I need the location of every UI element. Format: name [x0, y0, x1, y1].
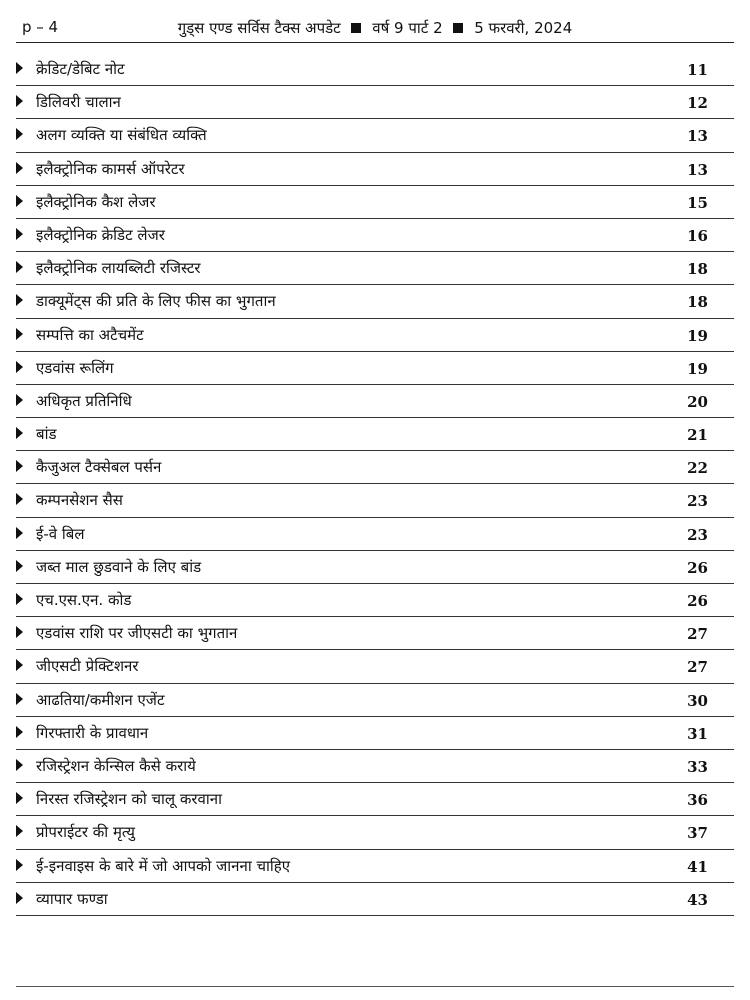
toc-entry-page: 12: [687, 94, 708, 113]
triangle-right-icon: [16, 659, 23, 671]
toc-entry-page: 19: [687, 359, 708, 378]
toc-entry[interactable]: [16, 53, 734, 86]
toc-entry[interactable]: [16, 219, 734, 252]
toc-entry[interactable]: [16, 783, 734, 816]
toc-entry-page: 11: [687, 61, 708, 79]
toc-entry-page: 33: [687, 757, 708, 776]
toc-entry-title: निरस्त रजिस्ट्रेशन को चालू करवाना: [36, 790, 222, 809]
toc-entry[interactable]: [16, 285, 734, 318]
toc-entry[interactable]: [16, 153, 734, 186]
toc-entry-page: 20: [687, 392, 708, 411]
toc-entry-page: 22: [687, 459, 708, 478]
toc-entry[interactable]: [16, 850, 734, 883]
toc-entry-title: रजिस्ट्रेशन केन्सिल कैसे कराये: [36, 756, 196, 775]
toc-entry[interactable]: [16, 86, 734, 119]
toc-entry[interactable]: [16, 119, 734, 152]
triangle-right-icon: [16, 726, 23, 738]
triangle-right-icon: [16, 460, 23, 472]
triangle-right-icon: [16, 527, 23, 539]
triangle-right-icon: [16, 892, 23, 904]
triangle-right-icon: [16, 493, 23, 505]
toc-entry-page: 31: [687, 724, 708, 743]
toc-entry[interactable]: [16, 650, 734, 683]
toc-entry-page: 18: [687, 293, 708, 312]
toc-entry[interactable]: [16, 319, 734, 352]
square-bullet-icon: [351, 23, 361, 33]
toc-entry-title: इलैक्ट्रोनिक कामर्स ऑपरेटर: [36, 159, 185, 178]
triangle-right-icon: [16, 361, 23, 373]
toc-entry-page: 37: [687, 824, 708, 843]
toc-entry-title: सम्पत्ति का अटैचमेंट: [36, 325, 144, 344]
toc-entry-page: 15: [687, 193, 708, 212]
toc-entry-page: 13: [687, 160, 708, 179]
triangle-right-icon: [16, 560, 23, 572]
toc-entry-title: बांड: [36, 425, 57, 444]
triangle-right-icon: [16, 128, 23, 140]
triangle-right-icon: [16, 95, 23, 107]
toc-entry[interactable]: [16, 385, 734, 418]
triangle-right-icon: [16, 427, 23, 439]
toc-entry-title: डाक्यूमेंट्स की प्रति के लिए फीस का भुगतान: [36, 292, 276, 311]
toc-entry-page: 23: [687, 525, 708, 544]
toc-entry[interactable]: [16, 451, 734, 484]
toc-entry[interactable]: [16, 352, 734, 385]
publication-date: 5 फरवरी, 2024: [474, 19, 573, 37]
triangle-right-icon: [16, 693, 23, 705]
toc-entry-title: आढतिया/कमीशन एजेंट: [36, 690, 165, 709]
toc-entry-page: 27: [687, 625, 708, 644]
triangle-right-icon: [16, 261, 23, 273]
toc-entry-page: 26: [687, 558, 708, 577]
triangle-right-icon: [16, 62, 23, 74]
triangle-right-icon: [16, 195, 23, 207]
triangle-right-icon: [16, 328, 23, 340]
publication-volume: वर्ष 9 पार्ट 2: [372, 19, 443, 37]
toc-entry-title: ई-वे बिल: [36, 524, 85, 543]
toc-entry-title: डिलिवरी चालान: [36, 93, 121, 112]
page-header: [16, 12, 734, 43]
triangle-right-icon: [16, 859, 23, 871]
triangle-right-icon: [16, 294, 23, 306]
triangle-right-icon: [16, 162, 23, 174]
toc-entry-title: गिरफ्तारी के प्रावधान: [36, 723, 149, 742]
toc-entry[interactable]: [16, 816, 734, 849]
toc-entry[interactable]: [16, 518, 734, 551]
toc-entry[interactable]: [16, 883, 734, 916]
toc-entry[interactable]: [16, 750, 734, 783]
toc-entry-title: इलैक्ट्रोनिक लायब्लिटी रजिस्टर: [36, 259, 201, 278]
toc-entry-title: इलैक्ट्रोनिक क्रेडिट लेजर: [36, 225, 165, 244]
toc-entry-page: 43: [687, 890, 708, 909]
publication-title: गुड्स एण्ड सर्विस टैक्स अपडेट: [177, 19, 341, 37]
toc-entry-page: 23: [687, 492, 708, 511]
footer-divider: [16, 986, 734, 987]
table-of-contents: [16, 53, 734, 916]
toc-entry-page: 41: [687, 857, 708, 876]
toc-entry-page: 30: [687, 691, 708, 710]
toc-entry-title: प्रोपराईटर की मृत्यु: [36, 823, 135, 842]
toc-entry[interactable]: [16, 551, 734, 584]
toc-entry-title: एच.एस.एन. कोड: [36, 591, 132, 609]
toc-entry-title: इलैक्ट्रोनिक कैश लेजर: [36, 192, 156, 211]
toc-entry-page: 19: [687, 326, 708, 345]
toc-entry[interactable]: [16, 584, 734, 617]
triangle-right-icon: [16, 228, 23, 240]
triangle-right-icon: [16, 759, 23, 771]
toc-entry-title: जब्त माल छुडवाने के लिए बांड: [36, 557, 202, 576]
toc-entry[interactable]: [16, 684, 734, 717]
toc-entry-title: ई-इनवाइस के बारे में जो आपको जानना चाहिए: [36, 856, 291, 875]
toc-entry-page: 27: [687, 658, 708, 677]
toc-entry-page: 16: [687, 226, 708, 245]
toc-entry-title: एडवांस राशि पर जीएसटी का भुगतान: [36, 624, 238, 643]
publication-line: [16, 18, 734, 38]
toc-entry-page: 21: [687, 426, 708, 445]
toc-entry-title: क्रेडिट/डेबिट नोट: [36, 60, 125, 78]
toc-entry-title: व्यापार फण्डा: [36, 889, 108, 908]
page-number: p – 4: [22, 18, 59, 36]
triangle-right-icon: [16, 593, 23, 605]
square-bullet-icon: [453, 23, 463, 33]
toc-entry[interactable]: [16, 186, 734, 219]
toc-entry-title: कम्पनसेशन सैस: [36, 491, 123, 510]
toc-entry-title: अधिकृत प्रतिनिधि: [36, 391, 132, 410]
toc-entry-title: अलग व्यक्ति या संबंधित व्यक्ति: [36, 126, 207, 145]
toc-entry[interactable]: [16, 418, 734, 451]
toc-entry[interactable]: [16, 252, 734, 285]
toc-entry-page: 36: [687, 791, 708, 810]
toc-entry-title: एडवांस रूलिंग: [36, 358, 114, 377]
toc-entry-title: जीएसटी प्रेक्टिशनर: [36, 657, 139, 676]
triangle-right-icon: [16, 394, 23, 406]
toc-entry-page: 18: [687, 260, 708, 279]
triangle-right-icon: [16, 792, 23, 804]
toc-entry[interactable]: [16, 617, 734, 650]
triangle-right-icon: [16, 626, 23, 638]
triangle-right-icon: [16, 825, 23, 837]
toc-entry[interactable]: [16, 484, 734, 517]
toc-entry-page: 13: [687, 127, 708, 146]
toc-entry-page: 26: [687, 592, 708, 610]
toc-entry-title: कैजुअल टैक्सेबल पर्सन: [36, 458, 162, 477]
toc-entry[interactable]: [16, 717, 734, 750]
